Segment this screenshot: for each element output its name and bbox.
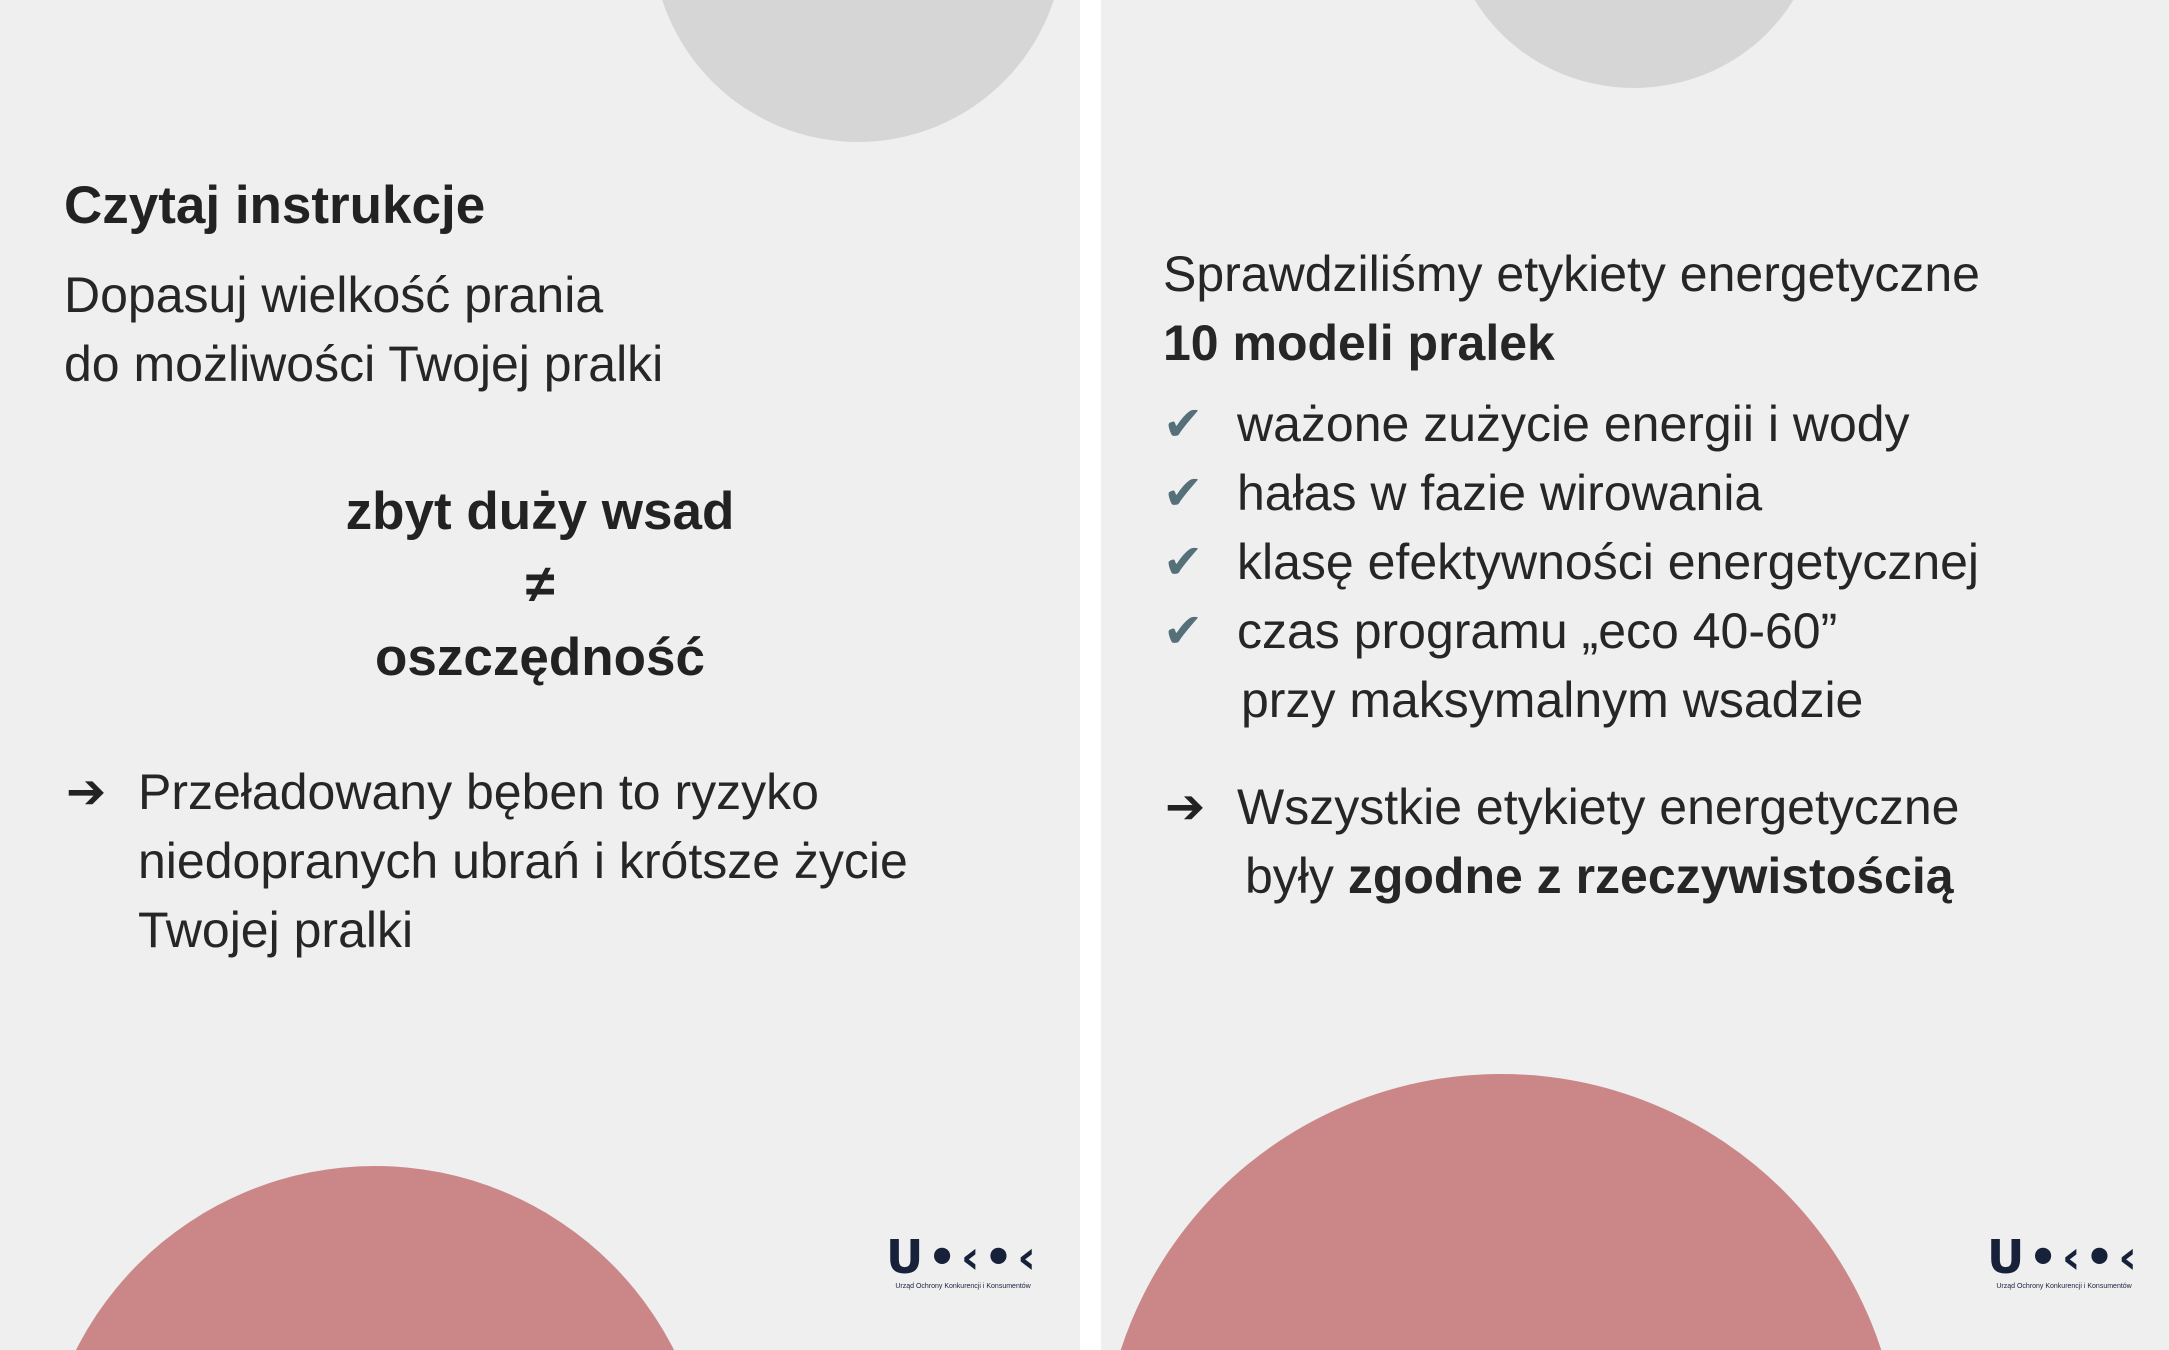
checklist-item: ważone zużycie energii i wody: [1237, 396, 1910, 452]
note-line-3: Twojej pralki: [138, 902, 414, 958]
intro-line-2: 10 modeli pralek: [1163, 315, 1555, 371]
check-mark-icon: ✔: [1163, 398, 1204, 451]
note-line-1: Przeładowany bęben to ryzyko: [138, 764, 819, 820]
left-subtitle-line-2: do możliwości Twojej pralki: [64, 336, 664, 392]
result-line-1: Wszystkie etykiety energetyczne: [1237, 779, 1960, 835]
right-slide: [1101, 0, 2169, 1350]
checklist-item: klasę efektywności energetycznej: [1237, 534, 1980, 590]
result-line-2-prefix: były: [1245, 848, 1348, 904]
note-line-2: niedopranych ubrań i krótsze życie: [138, 833, 908, 889]
check-mark-icon: ✔: [1163, 605, 1204, 658]
left-slide: [0, 0, 1080, 1350]
logo-mark: U•‹•‹: [886, 1230, 1041, 1284]
check-mark-icon: ✔: [1163, 536, 1204, 589]
center-line-3: oszczędność: [375, 628, 705, 687]
result-line-2: [1245, 842, 1954, 911]
result-line-2-emphasis: zgodne z rzeczywistością: [1347, 848, 1954, 904]
left-title: Czytaj instrukcje: [64, 176, 486, 235]
checklist-item: czas programu „eco 40-60”: [1237, 603, 1838, 659]
logo-caption: Urząd Ochrony Konkurencji i Konsumentów: [1996, 1283, 2132, 1290]
decorative-rose-circle: [40, 1166, 710, 1350]
arrow-right-icon: ➔: [1165, 781, 1206, 834]
center-line-1: zbyt duży wsad: [345, 482, 735, 541]
uokik-logo: [886, 1232, 1040, 1291]
logo-caption: Urząd Ochrony Konkurencji i Konsumentów: [895, 1283, 1031, 1290]
logo-mark: U•‹•‹: [1987, 1230, 2142, 1284]
checklist-item: hałas w fazie wirowania: [1237, 465, 1763, 521]
checklist-item-continuation: przy maksymalnym wsadzie: [1241, 672, 1864, 728]
decorative-rose-circle: [1101, 1074, 1901, 1350]
decorative-gray-circle: [652, 0, 1064, 142]
arrow-right-icon: ➔: [66, 766, 107, 819]
not-equal-sign: ≠: [525, 555, 555, 614]
intro-line-1: Sprawdziliśmy etykiety energetyczne: [1163, 246, 1980, 302]
uokik-logo: [1987, 1232, 2141, 1291]
left-subtitle-line-1: Dopasuj wielkość prania: [64, 267, 604, 323]
decorative-gray-circle: [1449, 0, 1819, 88]
check-mark-icon: ✔: [1163, 467, 1204, 520]
